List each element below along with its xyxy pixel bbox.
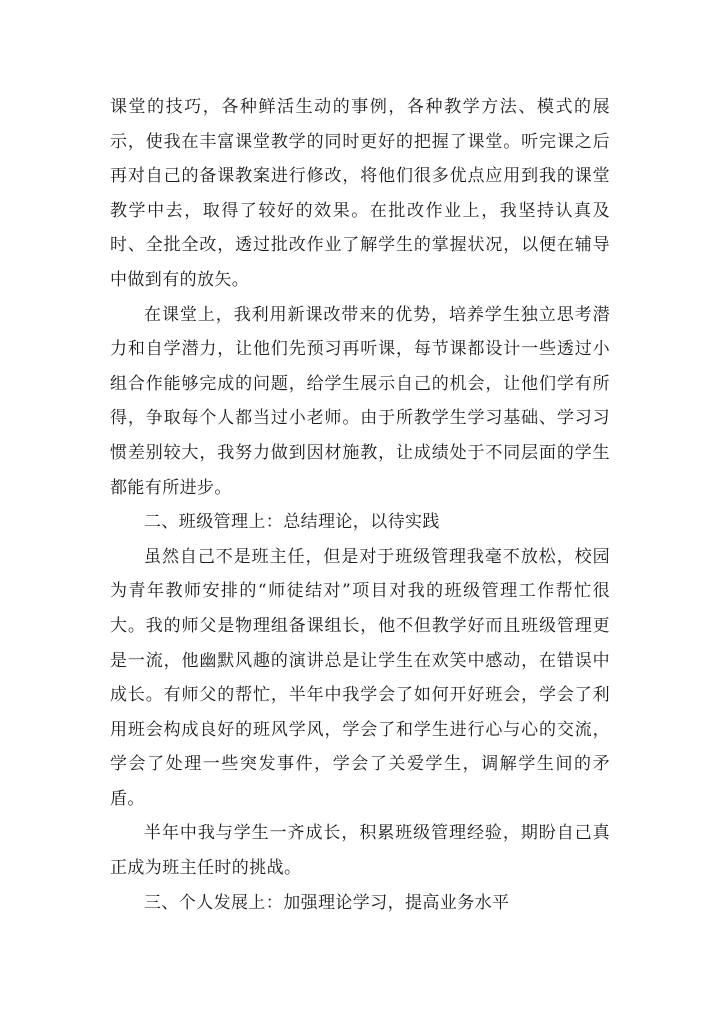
paragraph-class-management: 虽然自己不是班主任，但是对于班级管理我毫不放松，校园为青年教师安排的“师徒结对”项目对我的班级管理工作帮忙很大。我的师父是物理组备课组长，他不但教学好而且班级管理更是一流，他幽默风趣的演讲总是让学生在欢笑中感动，在错误中成长。有师父的帮忙，半年中我学会了如何开好班会，学会了利用班会构成良好的班风学风，学会了和学生进行心与心的交流，学会了处理一些突发事件，学会了关爱学生，调解学生间的矛盾。 <box>110 546 610 809</box>
section-heading-personal-development: 三、个人发展上：加强理论学习，提高业务水平 <box>144 892 510 913</box>
document-body <box>110 90 610 920</box>
paragraph-classroom: 在课堂上，我利用新课改带来的优势，培养学生独立思考潜力和自学潜力，让他们先预习再听课，每节课都设计一些透过小组合作能够完成的问题，给学生展示自己的机会，让他们学有所得，争取每个人都当过小老师。由于所教学生学习基础、学习习惯差别较大，我努力做到因材施教，让成绩处于不同层面的学生都能有所进步。 <box>110 304 610 498</box>
section-heading-class-management: 二、班级管理上：总结理论，以待实践 <box>144 512 440 533</box>
paragraph-growth: 半年中我与学生一齐成长，积累班级管理经验，期盼自己真正成为班主任时的挑战。 <box>110 823 610 879</box>
paragraph-continuation: 课堂的技巧，各种鲜活生动的事例，各种教学方法、模式的展示，使我在丰富课堂教学的同时更好的把握了课堂。听完课之后再对自己的备课教案进行修改，将他们很多优点应用到我的课堂教学中去，取得了较好的效果。在批改作业上，我坚持认真及时、全批全改，透过批改作业了解学生的掌握状况，以便在辅导中做到有的放矢。 <box>110 97 610 290</box>
